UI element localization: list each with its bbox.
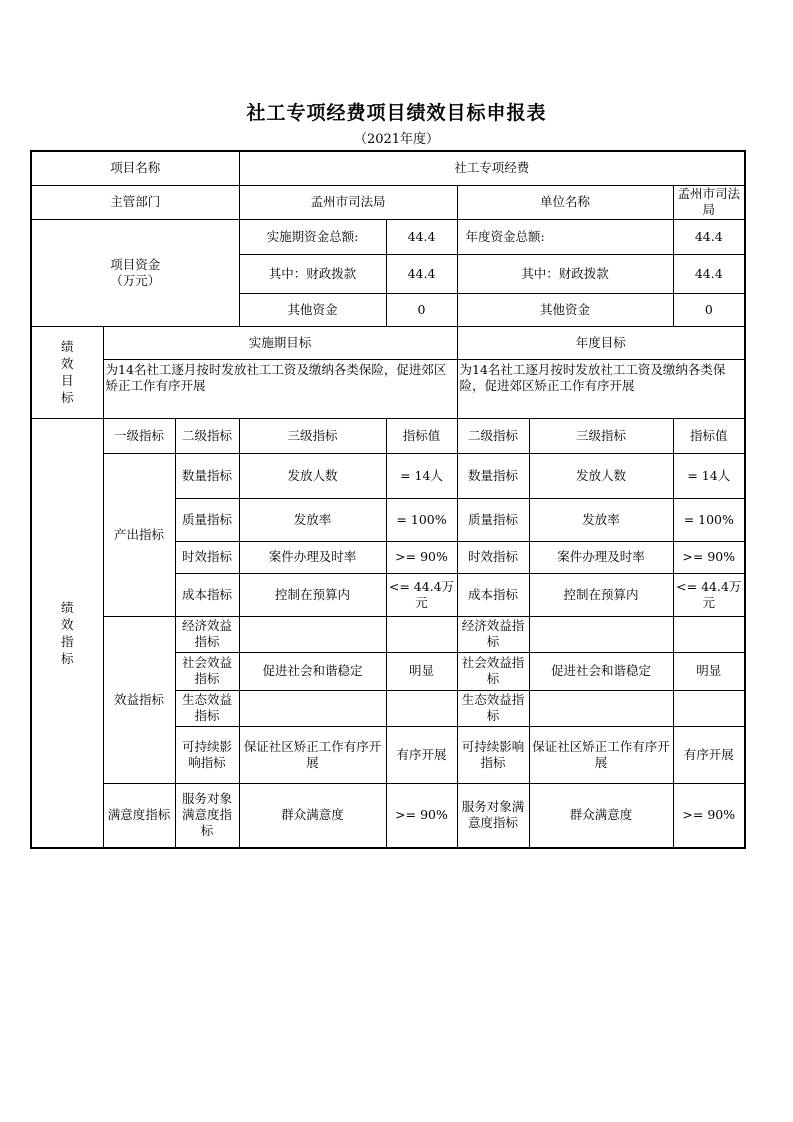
level1-header: 一级指标 xyxy=(103,418,175,453)
table-row-value: = 100% xyxy=(386,498,457,541)
table-row-value-year: = 100% xyxy=(673,498,745,541)
table-row-l2: 社会效益指标 xyxy=(175,652,239,690)
table-row-l2: 时效指标 xyxy=(175,541,239,573)
document-title: 社工专项经费项目绩效目标申报表 xyxy=(246,102,547,124)
table-row-l3-year: 群众满意度 xyxy=(529,783,673,848)
goals-section-label: 绩效目标 xyxy=(60,339,74,405)
table-row-l3 xyxy=(239,616,386,652)
project-name-label: 项目名称 xyxy=(31,151,239,185)
table-row-l3-year xyxy=(529,690,673,726)
table-row-l3-year: 案件办理及时率 xyxy=(529,541,673,573)
table-row-l3-year xyxy=(529,616,673,652)
unit-label: 单位名称 xyxy=(457,185,673,219)
table-row-l2-year: 经济效益指标 xyxy=(457,616,529,652)
level2-header-impl: 二级指标 xyxy=(175,418,239,453)
table-row-l2-year: 社会效益指标 xyxy=(457,652,529,690)
table-row-l2-year: 质量指标 xyxy=(457,498,529,541)
performance-target-table xyxy=(30,150,746,849)
level3-header-impl: 三级指标 xyxy=(239,418,386,453)
level3-header-year: 三级指标 xyxy=(529,418,673,453)
table-row-l2: 生态效益指标 xyxy=(175,690,239,726)
goals-section-cell xyxy=(31,326,103,418)
table-row-value-year: 明显 xyxy=(673,652,745,690)
table-row-value: 明显 xyxy=(386,652,457,690)
table-row-l3-year: 促进社会和谐稳定 xyxy=(529,652,673,690)
year-fin-label: 其中：财政拨款 xyxy=(457,254,673,293)
table-row-l3 xyxy=(239,690,386,726)
table-row-l2: 成本指标 xyxy=(175,573,239,616)
impl-goal-text: 为14名社工逐月按时发放社工工资及缴纳各类保险，促进郊区矫正工作有序开展 xyxy=(103,359,457,418)
table-row-value: <= 44.4万元 xyxy=(386,573,457,616)
table-row-l2: 服务对象满意度指标 xyxy=(175,783,239,848)
funds-label-cell xyxy=(31,219,239,326)
table-row-value-year: 有序开展 xyxy=(673,726,745,783)
table-row-value: >= 90% xyxy=(386,783,457,848)
table-row-l2-year: 生态效益指标 xyxy=(457,690,529,726)
table-row-l3: 控制在预算内 xyxy=(239,573,386,616)
table-row-l2-year: 时效指标 xyxy=(457,541,529,573)
benefit-indicator-label: 效益指标 xyxy=(103,616,175,783)
table-row-value-year xyxy=(673,616,745,652)
table-row-value: = 14人 xyxy=(386,453,457,498)
dept-label: 主管部门 xyxy=(31,185,239,219)
table-row-value-year xyxy=(673,690,745,726)
table-row-l3: 发放率 xyxy=(239,498,386,541)
indicators-section-cell xyxy=(31,418,103,848)
year-total-value: 44.4 xyxy=(673,219,745,254)
year-goal-text: 为14名社工逐月按时发放社工工资及缴纳各类保险，促进郊区矫正工作有序开展 xyxy=(457,359,745,418)
funds-label: 项目资金 xyxy=(110,256,161,272)
dept-value: 孟州市司法局 xyxy=(239,185,457,219)
table-row-value-year: >= 90% xyxy=(673,541,745,573)
table-row-value-year: <= 44.4万元 xyxy=(673,573,745,616)
table-row-value xyxy=(386,690,457,726)
table-row-value-year: >= 90% xyxy=(673,783,745,848)
impl-goal-header: 实施期目标 xyxy=(103,326,457,359)
year-goal-header: 年度目标 xyxy=(457,326,745,359)
table-row-l3: 保证社区矫正工作有序开展 xyxy=(239,726,386,783)
project-name-value: 社工专项经费 xyxy=(239,151,745,185)
table-row-l2: 经济效益指标 xyxy=(175,616,239,652)
impl-total-value: 44.4 xyxy=(386,219,457,254)
table-row-l2-year: 数量指标 xyxy=(457,453,529,498)
table-row-l3: 案件办理及时率 xyxy=(239,541,386,573)
impl-total-label: 实施期资金总额: xyxy=(239,219,386,254)
level2-header-year: 二级指标 xyxy=(457,418,529,453)
year-fin-value: 44.4 xyxy=(673,254,745,293)
year-other-value: 0 xyxy=(673,293,745,326)
unit-value: 孟州市司法局 xyxy=(673,185,745,219)
funds-unit: （万元） xyxy=(110,272,161,288)
satisfaction-indicator-label: 满意度指标 xyxy=(103,783,175,848)
table-row-l3: 促进社会和谐稳定 xyxy=(239,652,386,690)
impl-fin-value: 44.4 xyxy=(386,254,457,293)
table-row-value-year: = 14人 xyxy=(673,453,745,498)
table-row-l3-year: 发放人数 xyxy=(529,453,673,498)
table-row-l3-year: 保证社区矫正工作有序开展 xyxy=(529,726,673,783)
table-row-l3: 群众满意度 xyxy=(239,783,386,848)
impl-fin-label: 其中：财政拨款 xyxy=(239,254,386,293)
output-indicator-label: 产出指标 xyxy=(103,453,175,616)
year-total-label: 年度资金总额: xyxy=(457,219,673,254)
impl-other-value: 0 xyxy=(386,293,457,326)
table-row-l2-year: 可持续影响指标 xyxy=(457,726,529,783)
table-row-l3: 发放人数 xyxy=(239,453,386,498)
table-row-l2: 数量指标 xyxy=(175,453,239,498)
table-row-value xyxy=(386,616,457,652)
table-row-l3-year: 发放率 xyxy=(529,498,673,541)
table-row-value: >= 90% xyxy=(386,541,457,573)
table-row-value: 有序开展 xyxy=(386,726,457,783)
table-row-l2: 质量指标 xyxy=(175,498,239,541)
table-row-l2: 可持续影响指标 xyxy=(175,726,239,783)
document-year: （2021年度） xyxy=(353,132,440,147)
table-row-l2-year: 成本指标 xyxy=(457,573,529,616)
table-row-l2-year: 服务对象满意度指标 xyxy=(457,783,529,848)
value-header-impl: 指标值 xyxy=(386,418,457,453)
table-row-l3-year: 控制在预算内 xyxy=(529,573,673,616)
indicators-section-label: 绩效指标 xyxy=(60,599,74,666)
value-header-year: 指标值 xyxy=(673,418,745,453)
year-other-label: 其他资金 xyxy=(457,293,673,326)
impl-other-label: 其他资金 xyxy=(239,293,386,326)
